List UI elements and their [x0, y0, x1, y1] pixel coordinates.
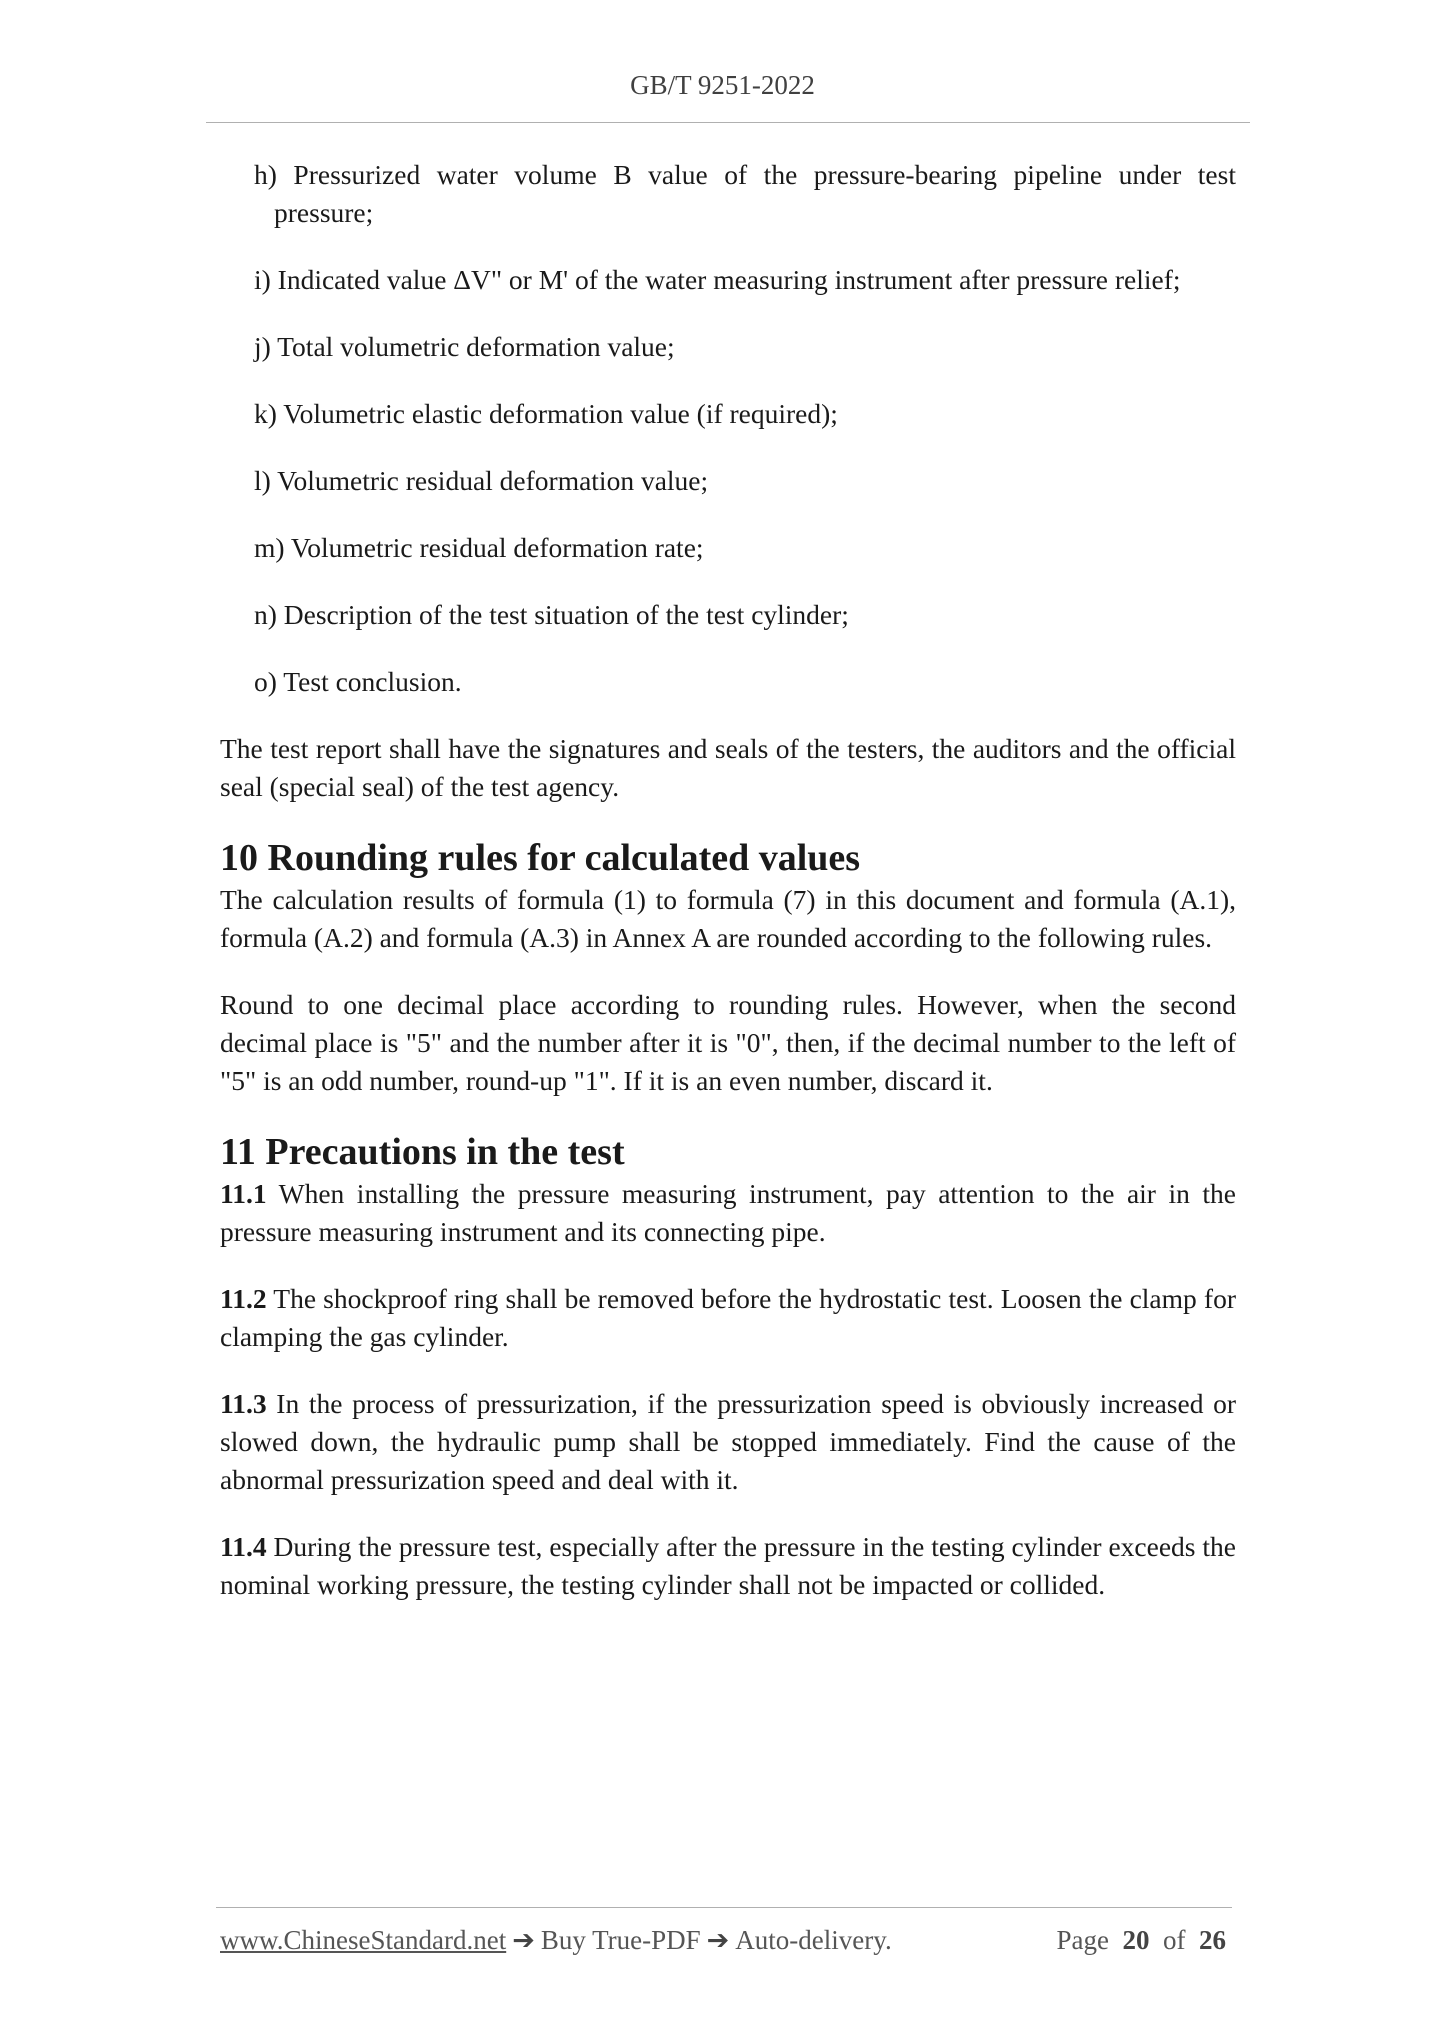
clause-11-4: [220, 1528, 1236, 1604]
list-item: o) Test conclusion.: [254, 666, 462, 697]
page-current: 20: [1122, 1925, 1150, 1955]
page-label: Page: [1056, 1925, 1109, 1955]
clause-text: When installing the pressure measuring instrument, pay attention to the air in the pressure measuring instrument and its connecting pipe.: [220, 1178, 1236, 1247]
report-signature-paragraph: The test report shall have the signatures and seals of the testers, the auditors and the official seal (special seal) of the test agency.: [220, 733, 1236, 802]
list-item: m) Volumetric residual deformation rate;: [254, 532, 704, 563]
clause-number: 11.1: [220, 1178, 267, 1209]
clause-11-1: [220, 1175, 1236, 1251]
section-11-heading: 11 Precautions in the test: [220, 1131, 625, 1173]
auto-delivery-text: Auto-delivery.: [735, 1925, 892, 1955]
section-10-paragraph: The calculation results of formula (1) to formula (7) in this document and formula (A.1), formula (A.2) and formula (A.3) in Annex A are rounded according to the following rules.: [220, 884, 1236, 953]
document-code-header: GB/T 9251-2022: [630, 70, 815, 100]
section-10-paragraph: Round to one decimal place according to rounding rules. However, when the second decimal place is "5" and the number after it is "0", then, if the decimal number to the left of "5" is an odd number, round-up "1". If it is an even number, discard it.: [220, 989, 1236, 1096]
clause-number: 11.4: [220, 1531, 267, 1562]
page-total: 26: [1199, 1925, 1226, 1955]
clause-11-3: [220, 1385, 1236, 1499]
list-item: k) Volumetric elastic deformation value (if required);: [254, 398, 838, 429]
footer-promo: [220, 1925, 892, 1956]
page-indicator: [1057, 1925, 1226, 1956]
clause-number: 11.3: [220, 1388, 267, 1419]
arrow-right-icon: ➔: [512, 1925, 535, 1955]
list-item: n) Description of the test situation of the test cylinder;: [254, 599, 849, 630]
header-divider: [206, 122, 1250, 123]
clause-number: 11.2: [220, 1283, 267, 1314]
clause-text: In the process of pressurization, if the pressurization speed is obviously increased or slowed down, the hydraulic pump shall be stopped immediately. Find the cause of the abnormal pressurization speed and deal with it.: [220, 1388, 1237, 1495]
site-link[interactable]: www.ChineseStandard.net: [220, 1925, 507, 1955]
clause-text: The shockproof ring shall be removed before the hydrostatic test. Loosen the clamp for clamping the gas cylinder.: [220, 1283, 1236, 1352]
document-body: [220, 156, 1236, 1633]
footer-divider: [216, 1907, 1232, 1908]
clause-text: During the pressure test, especially after the pressure in the testing cylinder exceeds the nominal working pressure, the testing cylinder shall not be impacted or collided.: [220, 1531, 1237, 1600]
page-of-label: of: [1163, 1925, 1186, 1955]
arrow-right-icon: ➔: [706, 1925, 730, 1955]
list-item: h) Pressurized water volume B value of the pressure-bearing pipeline under test pressure;: [254, 159, 1236, 228]
section-10-heading: 10 Rounding rules for calculated values: [220, 837, 861, 879]
list-item: j) Total volumetric deformation value;: [254, 331, 675, 362]
list-item: l) Volumetric residual deformation value;: [254, 465, 709, 496]
list-item: i) Indicated value ΔV" or M' of the water measuring instrument after pressure relief;: [254, 264, 1181, 295]
buy-true-pdf-text: Buy True-PDF: [540, 1925, 701, 1955]
clause-11-2: [220, 1280, 1236, 1356]
